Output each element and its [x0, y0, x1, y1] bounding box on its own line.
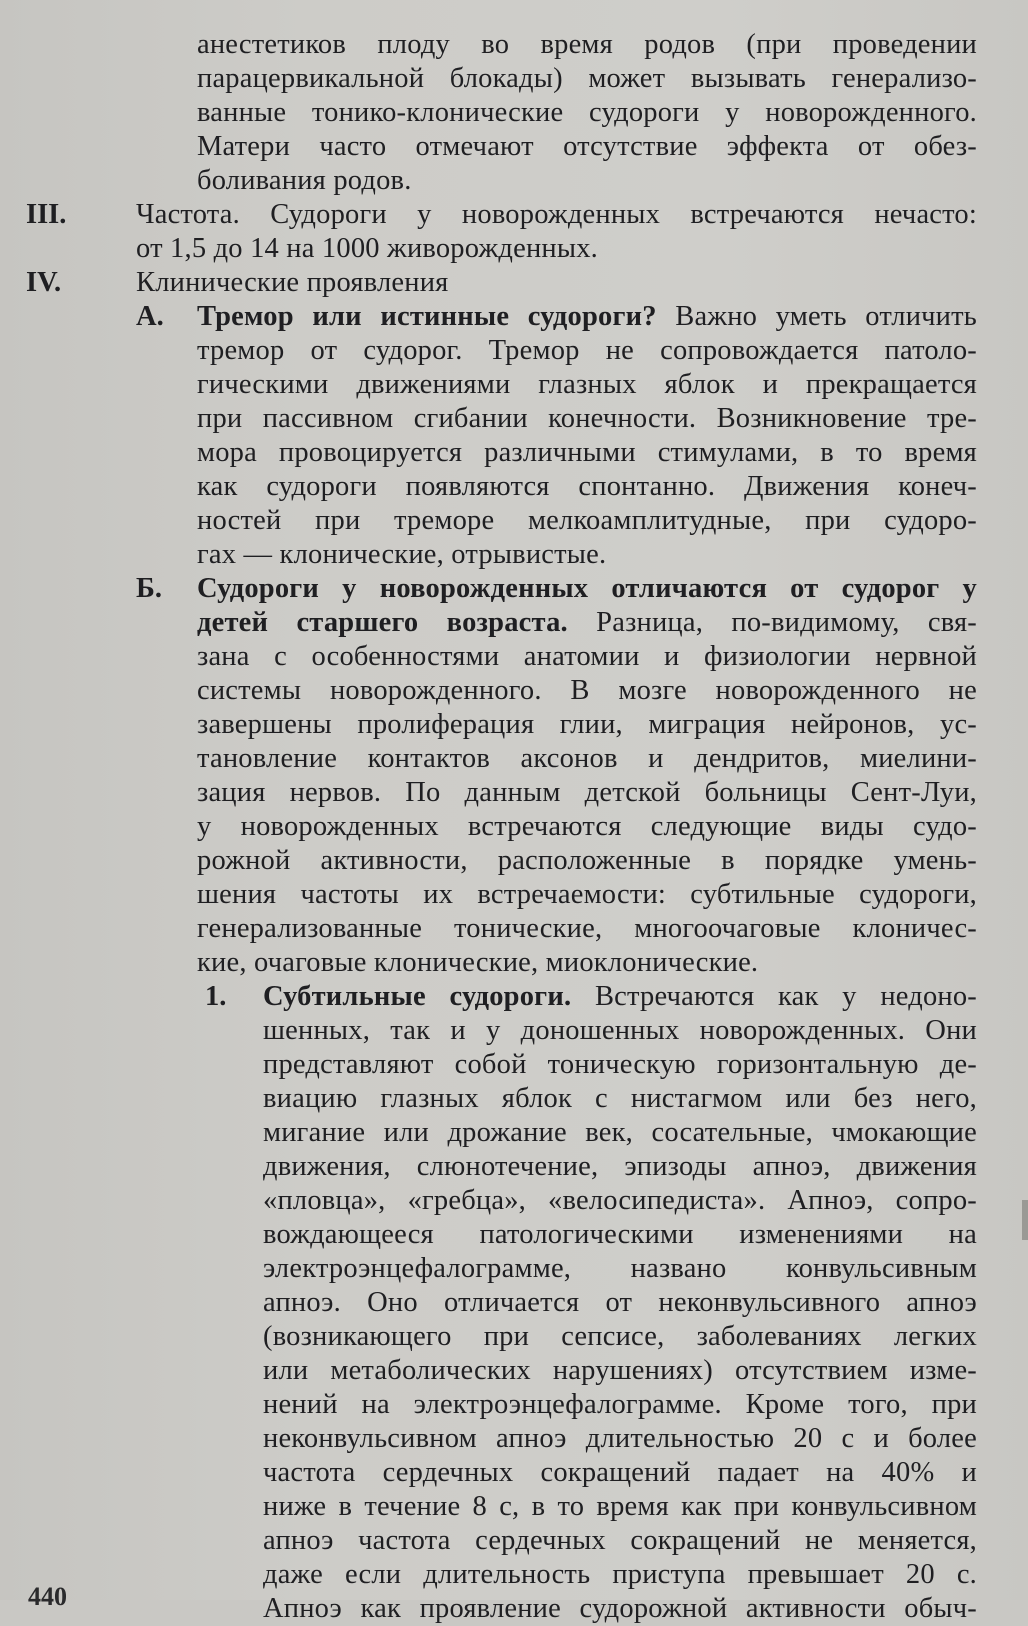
- page-edge-shadow: [1022, 1200, 1028, 1240]
- item-text: Встречаются как у недоно-: [571, 981, 977, 1012]
- section-number: IV.: [26, 267, 62, 298]
- item-line: или метаболических нарушениях) отсутствием изме-: [263, 1355, 977, 1386]
- item-heading: детей старшего возраста.: [197, 607, 568, 638]
- item-line: мора провоцируется различными стимулами, в то время: [197, 437, 977, 468]
- section-number: III.: [26, 199, 67, 230]
- item-marker: 1.: [205, 981, 227, 1012]
- item-line: движения, слюнотечение, эпизоды апноэ, движения: [263, 1151, 977, 1182]
- item-line: мигание или дрожание век, сосательные, чмокающие: [263, 1117, 977, 1148]
- section-heading: Клинические проявления: [136, 267, 449, 298]
- item-line: представляют собой тоническую горизонтальную де-: [263, 1049, 977, 1080]
- item-line: шенных, так и у доношенных новорожденных. Они: [263, 1015, 977, 1046]
- item-text: Важно уметь отличить: [656, 301, 977, 332]
- item-line: апноэ. Оно отличается от неконвульсивного апноэ: [263, 1287, 977, 1318]
- section-heading: Частота.: [136, 199, 240, 230]
- item-text: Разница, по-видимому, свя-: [567, 607, 977, 638]
- item-line: зана с особенностями анатомии и физиологии нервной: [197, 641, 977, 672]
- item-line: тановление контактов аксонов и дендритов, миелини-: [197, 743, 977, 774]
- item-line: ниже в течение 8 с, в то время как при конвульсивном: [263, 1491, 977, 1522]
- section-line: от 1,5 до 14 на 1000 живорожденных.: [136, 233, 598, 264]
- item-heading: Субтильные судороги.: [263, 981, 572, 1012]
- item-heading: Судороги у новорожденных отличаются от судорог у: [197, 573, 977, 604]
- item-line: нений на электроэнцефалограмме. Кроме того, при: [263, 1389, 977, 1420]
- intro-line: боливания родов.: [197, 165, 412, 196]
- item-line: гическими движениями глазных яблок и прекращается: [197, 369, 977, 400]
- page-number: 440: [28, 1582, 67, 1611]
- item-line: у новорожденных встречаются следующие виды судо-: [197, 811, 977, 842]
- item-line: ностей при треморе мелкоамплитудные, при судоро-: [197, 505, 977, 536]
- item-line: генерализованные тонические, многоочаговые клоничес-: [197, 913, 977, 944]
- intro-line: ванные тонико-клонические судороги у новорожденного.: [197, 97, 977, 128]
- item-marker: А.: [136, 301, 164, 332]
- item-line: системы новорожденного. В мозге новорожденного не: [197, 675, 977, 706]
- item-line: [263, 980, 977, 1014]
- item-line: шения частоты их встречаемости: субтильные судороги,: [197, 879, 977, 910]
- item-line: даже если длительность приступа превышает 20 с.: [263, 1559, 977, 1590]
- item-line: апноэ частота сердечных сокращений не меняется,: [263, 1525, 977, 1556]
- item-line: частота сердечных сокращений падает на 40% и: [263, 1457, 977, 1488]
- item-line: [197, 606, 977, 640]
- item-line: гах — клонические, отрывистые.: [197, 539, 607, 570]
- item-line: тремор от судорог. Тремор не сопровождается патоло-: [197, 335, 977, 366]
- section-text: Судороги у новорожденных встречаются нечасто:: [239, 199, 977, 230]
- intro-line: парацервикальной блокады) может вызывать генерализо-: [197, 63, 977, 94]
- item-line: неконвульсивном апноэ длительностью 20 с и более: [263, 1423, 977, 1454]
- item-line: электроэнцефалограмме, названо конвульсивным: [263, 1253, 977, 1284]
- item-line: зация нервов. По данным детской больницы Сент-Луи,: [197, 777, 977, 808]
- item-marker: Б.: [136, 573, 162, 604]
- item-line: (возникающего при сепсисе, заболеваниях легких: [263, 1321, 977, 1352]
- item-line: при пассивном сгибании конечности. Возникновение тре-: [197, 403, 977, 434]
- section-line: [136, 198, 977, 232]
- item-line: как судороги появляются спонтанно. Движения конеч-: [197, 471, 977, 502]
- item-line: вождающееся патологическими изменениями на: [263, 1219, 977, 1250]
- item-line: Апноэ как проявление судорожной активности обыч-: [263, 1593, 977, 1624]
- item-line: виацию глазных яблок с нистагмом или без него,: [263, 1083, 977, 1114]
- item-line: [197, 300, 977, 334]
- item-line: завершены пролиферация глии, миграция нейронов, ус-: [197, 709, 977, 740]
- item-heading: Тремор или истинные судороги?: [197, 301, 657, 332]
- intro-line: Матери часто отмечают отсутствие эффекта от обез-: [197, 131, 977, 162]
- item-line: «пловца», «гребца», «велосипедиста». Апноэ, сопро-: [263, 1185, 977, 1216]
- intro-line: анестетиков плоду во время родов (при проведении: [197, 29, 977, 60]
- item-line: кие, очаговые клонические, миоклонические.: [197, 947, 759, 978]
- item-line: рожной активности, расположенные в порядке умень-: [197, 845, 977, 876]
